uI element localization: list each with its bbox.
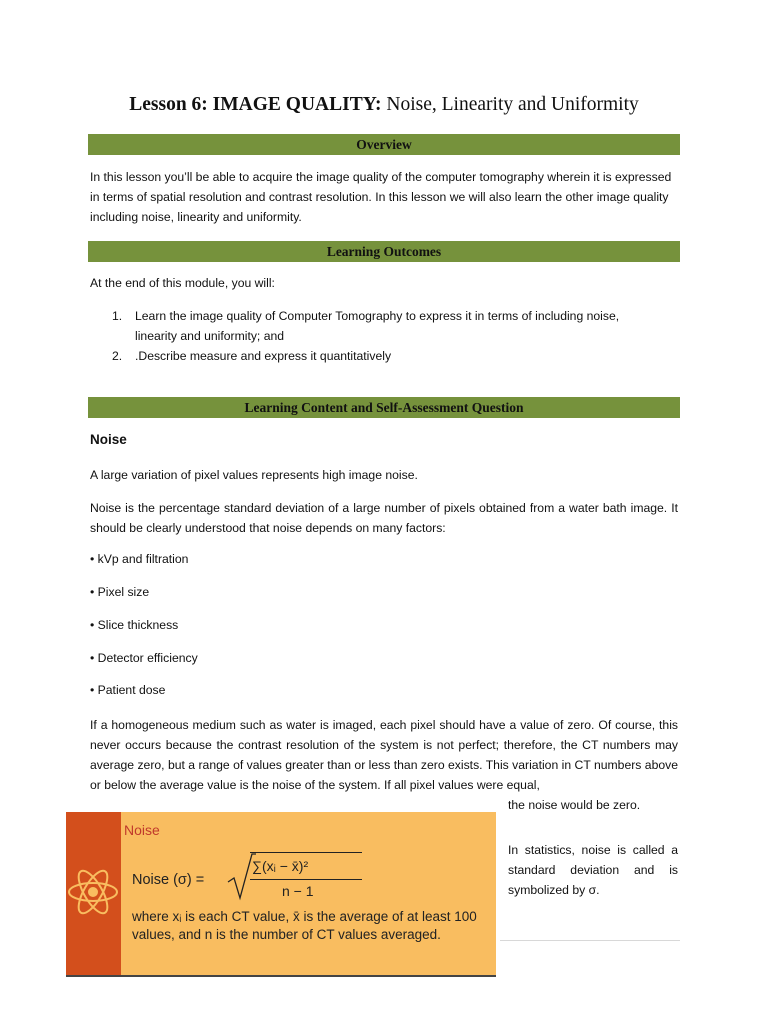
factor-item: • Detector efficiency [90, 651, 198, 665]
noise-formula-figure [66, 812, 496, 975]
atom-icon [66, 812, 121, 975]
list-item [90, 346, 650, 366]
formula-numerator: ∑(xᵢ − x̄)² [252, 858, 309, 874]
noise-paragraph-2: Noise is the percentage standard deviation of a large number of pixels obtained from a water bath image. It should be clearly understood that noise depends on many factors: [90, 501, 678, 535]
list-number: 2. [112, 349, 123, 363]
list-number: 1. [112, 309, 123, 323]
lesson-number: Lesson 6: [129, 94, 208, 115]
list-text: Learn the image quality of Computer Tomography to express it in terms of including noise, linearity and uniformity; and [135, 309, 620, 343]
factor-item: • Pixel size [90, 585, 150, 599]
factor-item: • Slice thickness [90, 618, 179, 632]
list-text: .Describe measure and express it quantitatively [135, 349, 392, 363]
outcomes-list [90, 306, 650, 366]
noise-paragraph-3-end: the noise would be zero. [508, 798, 641, 812]
formula-denominator: n − 1 [282, 883, 314, 899]
noise-heading: Noise [90, 432, 127, 447]
noise-paragraph-1: A large variation of pixel values represents high image noise. [90, 468, 418, 482]
side-note: In statistics, noise is called a standard deviation and is symbolized by σ. [508, 843, 678, 898]
lesson-topic: IMAGE QUALITY: [212, 94, 382, 115]
factor-item: • Patient dose [90, 683, 166, 697]
list-item [90, 306, 650, 346]
noise-paragraph-3: If a homogeneous medium such as water is imaged, each pixel should have a value of zero. Of course, this never occurs because the contrast resolution of the system is not perfect; therefore, the CT numbers may average zero, but a range of values greater than or less than zero exists. This variation in CT numbers above or below the average value is the noise of the system. If all pixel values were equal, [90, 718, 678, 792]
outcomes-intro: At the end of this module, you will: [90, 276, 275, 290]
overview-heading: Overview [88, 134, 680, 155]
formula-description: where xᵢ is each CT value, x̄ is the average of at least 100 values, and n is the number of CT values averaged. [132, 909, 477, 942]
figure-side-bar [66, 812, 121, 975]
learning-outcomes-heading: Learning Outcomes [88, 241, 680, 262]
page-title [0, 94, 768, 116]
fraction-bar [250, 879, 362, 880]
overview-text: In this lesson you’ll be able to acquire the image quality of the computer tomography wherein it is expressed in terms of spatial resolution and contrast resolution. In this lesson we will also learn the other image quality including noise, linearity and uniformity. [90, 170, 672, 224]
learning-content-heading: Learning Content and Self-Assessment Question [88, 397, 680, 418]
factor-item: • kVp and filtration [90, 552, 189, 566]
divider [500, 940, 680, 941]
figure-bottom-border [66, 975, 496, 977]
lesson-subtitle: Noise, Linearity and Uniformity [386, 94, 639, 115]
figure-title: Noise [124, 822, 160, 838]
formula-lhs: Noise (σ) = [132, 872, 205, 888]
sqrt-overline [250, 852, 362, 853]
